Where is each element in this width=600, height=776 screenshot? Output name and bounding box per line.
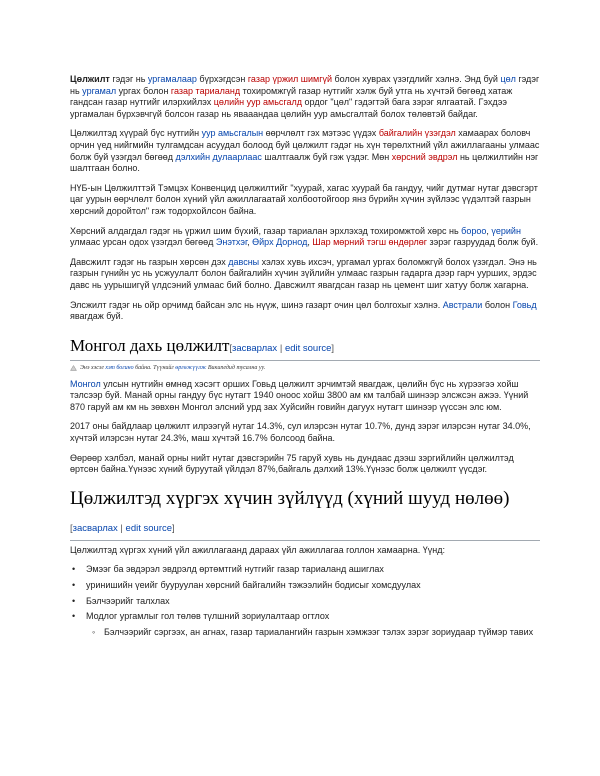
sand-drift-paragraph: Элсжилт гэдэг нь ойр орчимд байсан элс нь нүүж, шинэ газарт очин цөл болгохыг хэлнэ. Австрали болон Говьд явагдаж буй.: [70, 299, 537, 322]
section-title: Монгол дахь цөлжилт: [70, 335, 230, 355]
edit-source-link[interactable]: edit source: [125, 522, 173, 534]
salinization-paragraph: Давсжилт гэдэг нь газрын хөрсөн дэх давсны хэлэх хувь ихсэч, ургамал ургах боломжгүй болох үзэгдэл. Энэ нь газрын гүнийн ус нь усжуулалт болон байгалийн хүчин зүйлийн улмаас газрын гадарга дээр гарч уурших, эрдэс давс нь уурышигүй үлдсэний улмаас бий болно. Давсжилт явагдсан газар нь цемент шиг хатуу болж хагарна.: [70, 256, 537, 290]
list-item: • Модлог ургамлыг гол төлөв түлшний зориулалтаар огтлох ◦ Бэлчээрийг сэргээх, ан агнах, газар тариалангийн газрын хэмжээг тэлэх зэрэг зориудаар түймэр тавих: [86, 611, 540, 638]
link-desert-climate[interactable]: цөлийн уур амьсгалд: [213, 97, 303, 108]
edit-links: [засварлах | edit source]: [229, 342, 335, 354]
term-bold: Цөлжилт: [70, 74, 110, 84]
link-india[interactable]: Энэтхэг: [215, 237, 248, 248]
edit-link[interactable]: засварлах: [232, 342, 278, 354]
section-heading-human-factors: [70, 484, 540, 541]
link-rain[interactable]: бороо: [461, 225, 487, 236]
sublist-item: ◦ Бэлчээрийг сэргээх, ан агнах, газар тариалангийн газрын хэмжээг тэлэх зэрэг зориудаар түймэр тавих: [104, 627, 540, 639]
link-salt[interactable]: давсны: [228, 256, 260, 267]
link-agriculture[interactable]: газар тариаланд: [170, 85, 241, 96]
un-definition-paragraph: НҮБ-ын Цөлжилттэй Тэмцэх Конвенцид цөлжилтийг "хуурай, хагас хуурай ба гандуу, чийг дутмаг нутаг дэвсгэрт цаг уурын өөрчлөлт болон хүний үйл ажиллагаатай холбоотойгоор янз бүрийн хүчин зүйлээс үүдэлтэй газрын хөрсний доройтол" гэж тодорхойлсон байна.: [70, 182, 538, 216]
link-global-warming[interactable]: дэлхийн дулаарлаас: [175, 151, 262, 162]
section-title: Цөлжилтэд хүргэх хүчин зүйлүүд (хүний шууд нөлөө): [70, 487, 510, 509]
link-loess-plateau[interactable]: Шар мөрний тэгш өндөрлөг: [312, 237, 428, 248]
list-item: • Эмээг ба эвдэрэл эвдрэлд өртөмтгий нутгийг газар тариаланд ашиглах: [86, 564, 540, 576]
link-mongolia[interactable]: Монгол: [70, 378, 101, 389]
causes-paragraph: Цөлжилтэд хүүрай бүс нутгийн уур амьсгалын өөрчлөлт гэх мэтээс үүдэх байгалийн үзэгдэл хамаарах боловч орчин үед нийгмийн тулгамдсан асуудал болоод буй цөлжилт гэдэг нь хүн төрөлхтний үйл ажиллагааны улмаас болж буй үзэгдэл бөгөөд дэлхийн дулаарлаас шалтгаалж буй гэж үздэг. Мөн хөрсний эвдрэл нь цөлжилтийн нэг шалтгаан болно.: [70, 128, 540, 174]
stub-notice: [70, 365, 540, 371]
list-item: • Бэлчээрийг талхлах: [86, 596, 540, 608]
share-paragraph: Өөрөөр хэлбэл, манай орны нийт нутаг дэвсгэрийн 75 гаруй хувь нь дундаас дээш зэргийлийн цөлжилтэд өртсөн байна.Үүнээс хүний буруутай үйлдэл 87%,байгаль дэлхий 13%.Үүнээс болж цөлжилт үүсдэг.: [70, 452, 514, 475]
stub-icon: [70, 365, 77, 371]
edit-links: [засварлах | edit source]: [70, 522, 175, 534]
intro-paragraph: Цөлжилт гэдэг нь ургамалаар бүрхэгдсэн газар үржил шимгүй болон хуврах үзэгдлийг хэлнэ. Энд буй цөл гэдэг нь ургамал ургах болон газар тариаланд тохиромжгүй газар нутгийг хэлж буй утга нь хүчтэй бөгөөд хатаж гандсан газар нутгийг илэрхийлэх цөлийн уур амьсгалд ордог "цөл" гэдэгтэй бага зэрэг ялгаатай. Гэхдээ ургамалан бүрхэвчгүй болсон газар нь явааандаа цөлийн уур амьсгалтай болох төлөвтэй байдаг.: [70, 74, 540, 119]
statistics-paragraph: 2017 оны байдлаар цөлжилт илрээгүй нутаг 14.3%, сул илэрсэн нутаг 10.7%, дунд зэрэг илэрсэн нутаг 34.0%, хүчтэй илэрсэн нутаг 24.3%, маш хүчтэй 16.7% болсоод байна.: [70, 421, 531, 444]
factors-sublist: [86, 627, 540, 639]
link-plant[interactable]: ургамал: [82, 85, 117, 96]
link-expand[interactable]: өргөжүүлж: [175, 364, 207, 371]
link-too-short[interactable]: хэт богино: [105, 364, 134, 371]
edit-link[interactable]: засварлах: [72, 522, 118, 534]
link-australia[interactable]: Австрали: [442, 299, 483, 310]
link-soil-degradation[interactable]: хөрсний эвдрэл: [391, 151, 458, 162]
mongolia-paragraph: Монгол улсын нутгийн өмнөд хэсэгт орших Говьд цөлжилт эрчимтэй явагдаж, цөлийн бүс нь хүрээгээ хойш тэлсээр буй. Манай орны гандуу бүс нутагт 1940 оноос хойш 3800 ам км талбай шинээр элсжсэн ажээ. Үүний 870 гаруй ам км нь зөвхөн Монгол элсний урд зах Хуйсийн говийн дагуух нутагт шинээр үүссэн элс юм.: [70, 378, 529, 412]
list-item: • уринишийн үеийг бууруулан хөрсний байгалийн тэжээлийн бодисыг хомсдуулах: [86, 580, 540, 592]
factors-intro-paragraph: Цөлжилтэд хүргэх хүний үйл ажиллагаанд дараах үйл ажиллагаа голлон хамаарна. Үүнд:: [70, 544, 445, 555]
stub-text: Энэ хэсэг хэт богино байна. Түүнийг өргөжүүлж Википедид тусална уу.: [80, 364, 266, 371]
link-middle-east[interactable]: Өйрх Дорнод: [252, 237, 308, 248]
link-climate[interactable]: уур амьсгалын: [201, 128, 264, 139]
link-natural-phenomenon[interactable]: байгалийн үзэгдэл: [378, 128, 456, 139]
section-heading-mongolia: [70, 331, 540, 361]
edit-source-link[interactable]: edit source: [284, 342, 332, 354]
link-desert[interactable]: цөл: [500, 74, 516, 84]
factors-list: [70, 564, 540, 638]
link-flood[interactable]: үерийн: [491, 225, 521, 236]
article-body: [70, 74, 540, 642]
soil-loss-paragraph: Хөрсний алдагдал гэдэг нь үржил шим бүхий, газар тариалан эрхлэхэд тохиромжтой хөрс нь бороо, үерийн улмаас урсан одох үзэгдэл бөгөөд Энэтхэг, Өйрх Дорнод, Шар мөрний тэгш өндөрлөг зэрэг газруудад болж буй.: [70, 225, 539, 248]
link-gobi[interactable]: Говьд: [512, 299, 537, 310]
link-plants[interactable]: ургамалаар: [147, 74, 197, 84]
link-infertile-land[interactable]: газар үржил шимгүй: [247, 74, 333, 84]
